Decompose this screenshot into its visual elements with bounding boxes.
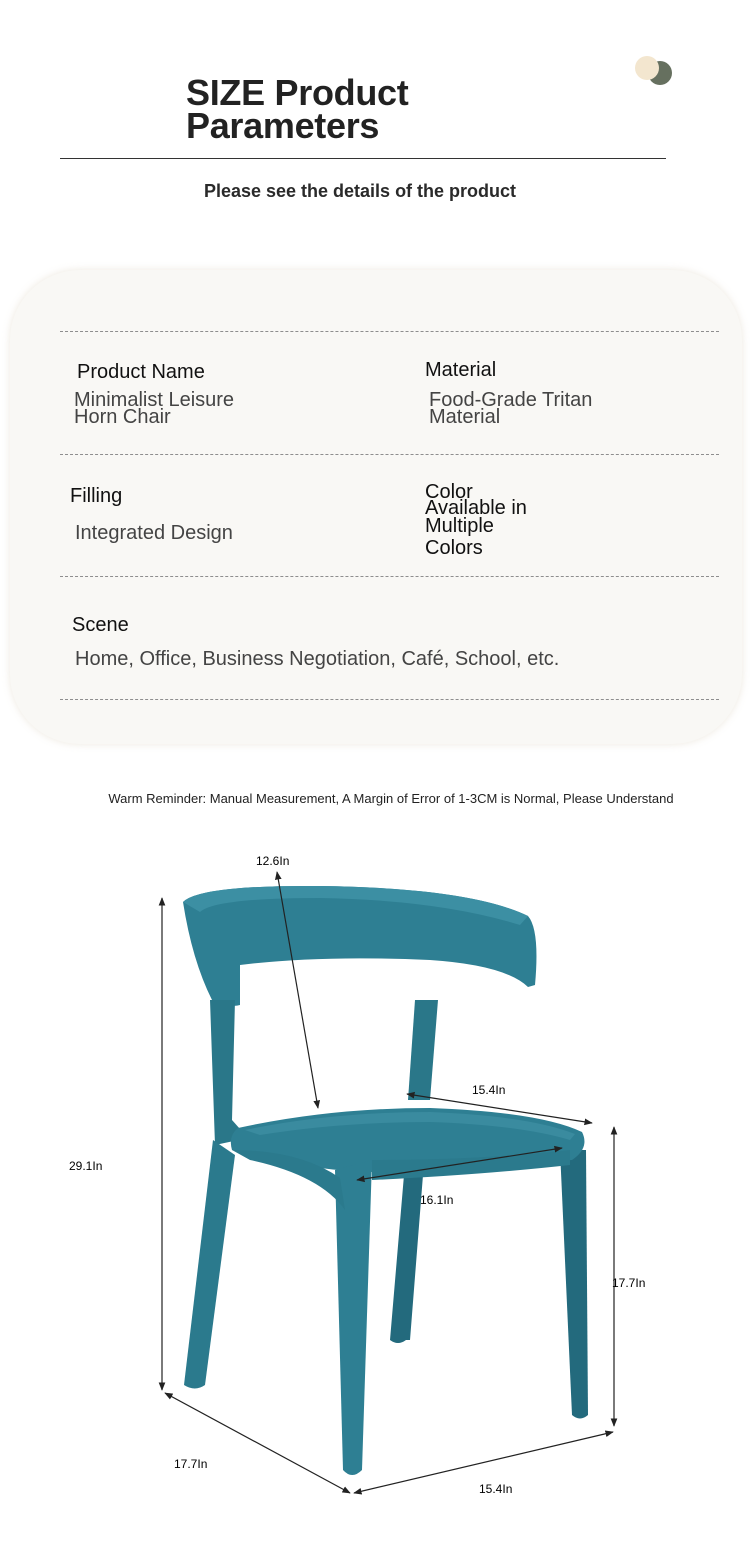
header-divider bbox=[60, 158, 666, 159]
warm-reminder: Warm Reminder: Manual Measurement, A Margin of Error of 1-3CM is Normal, Please Understand bbox=[108, 791, 674, 806]
product-name-label: Product Name bbox=[77, 361, 205, 383]
color-label: Color bbox=[425, 481, 473, 503]
product-name-value-line2: Horn Chair bbox=[74, 406, 171, 428]
scene-value: Home, Office, Business Negotiation, Café, School, etc. bbox=[75, 648, 560, 670]
filling-label: Filling bbox=[70, 485, 123, 507]
dim-line-base-depth bbox=[165, 1393, 350, 1493]
material-value-line1: Food-Grade Tritan bbox=[429, 389, 593, 411]
divider-dashed bbox=[60, 331, 719, 332]
color-value-line1: Available in bbox=[425, 497, 527, 519]
dim-label-backrest: 12.6In bbox=[256, 854, 290, 868]
divider-dashed bbox=[60, 576, 719, 577]
chair-dimension-diagram bbox=[0, 830, 750, 1550]
divider-dashed bbox=[60, 699, 719, 700]
material-value-line2: Material bbox=[429, 406, 501, 428]
dim-label-base-depth: 17.7In bbox=[174, 1457, 208, 1471]
product-name-value-line1: Minimalist Leisure bbox=[74, 389, 235, 411]
parameters-card bbox=[10, 270, 742, 744]
filling-value: Integrated Design bbox=[75, 522, 233, 544]
color-value-line3: Colors bbox=[425, 537, 483, 559]
divider-dashed bbox=[60, 454, 719, 455]
dim-label-base-width: 15.4In bbox=[479, 1482, 513, 1496]
scene-label: Scene bbox=[72, 614, 129, 636]
chair-image bbox=[183, 886, 588, 1475]
dim-label-total-height: 29.1In bbox=[69, 1159, 103, 1173]
page-title bbox=[186, 72, 409, 146]
material-label: Material bbox=[425, 359, 497, 381]
dim-label-seat-width: 16.1In bbox=[420, 1193, 454, 1207]
dim-label-seat-depth: 15.4In bbox=[472, 1083, 506, 1097]
page-subtitle: Please see the details of the product bbox=[203, 181, 517, 201]
dim-label-seat-height: 17.7In bbox=[612, 1276, 646, 1290]
title-line-2: Parameters bbox=[186, 105, 380, 146]
decor-dot-light bbox=[635, 56, 659, 80]
color-value-line2: Multiple bbox=[425, 515, 494, 537]
title-line-1: SIZE Product bbox=[186, 72, 409, 113]
